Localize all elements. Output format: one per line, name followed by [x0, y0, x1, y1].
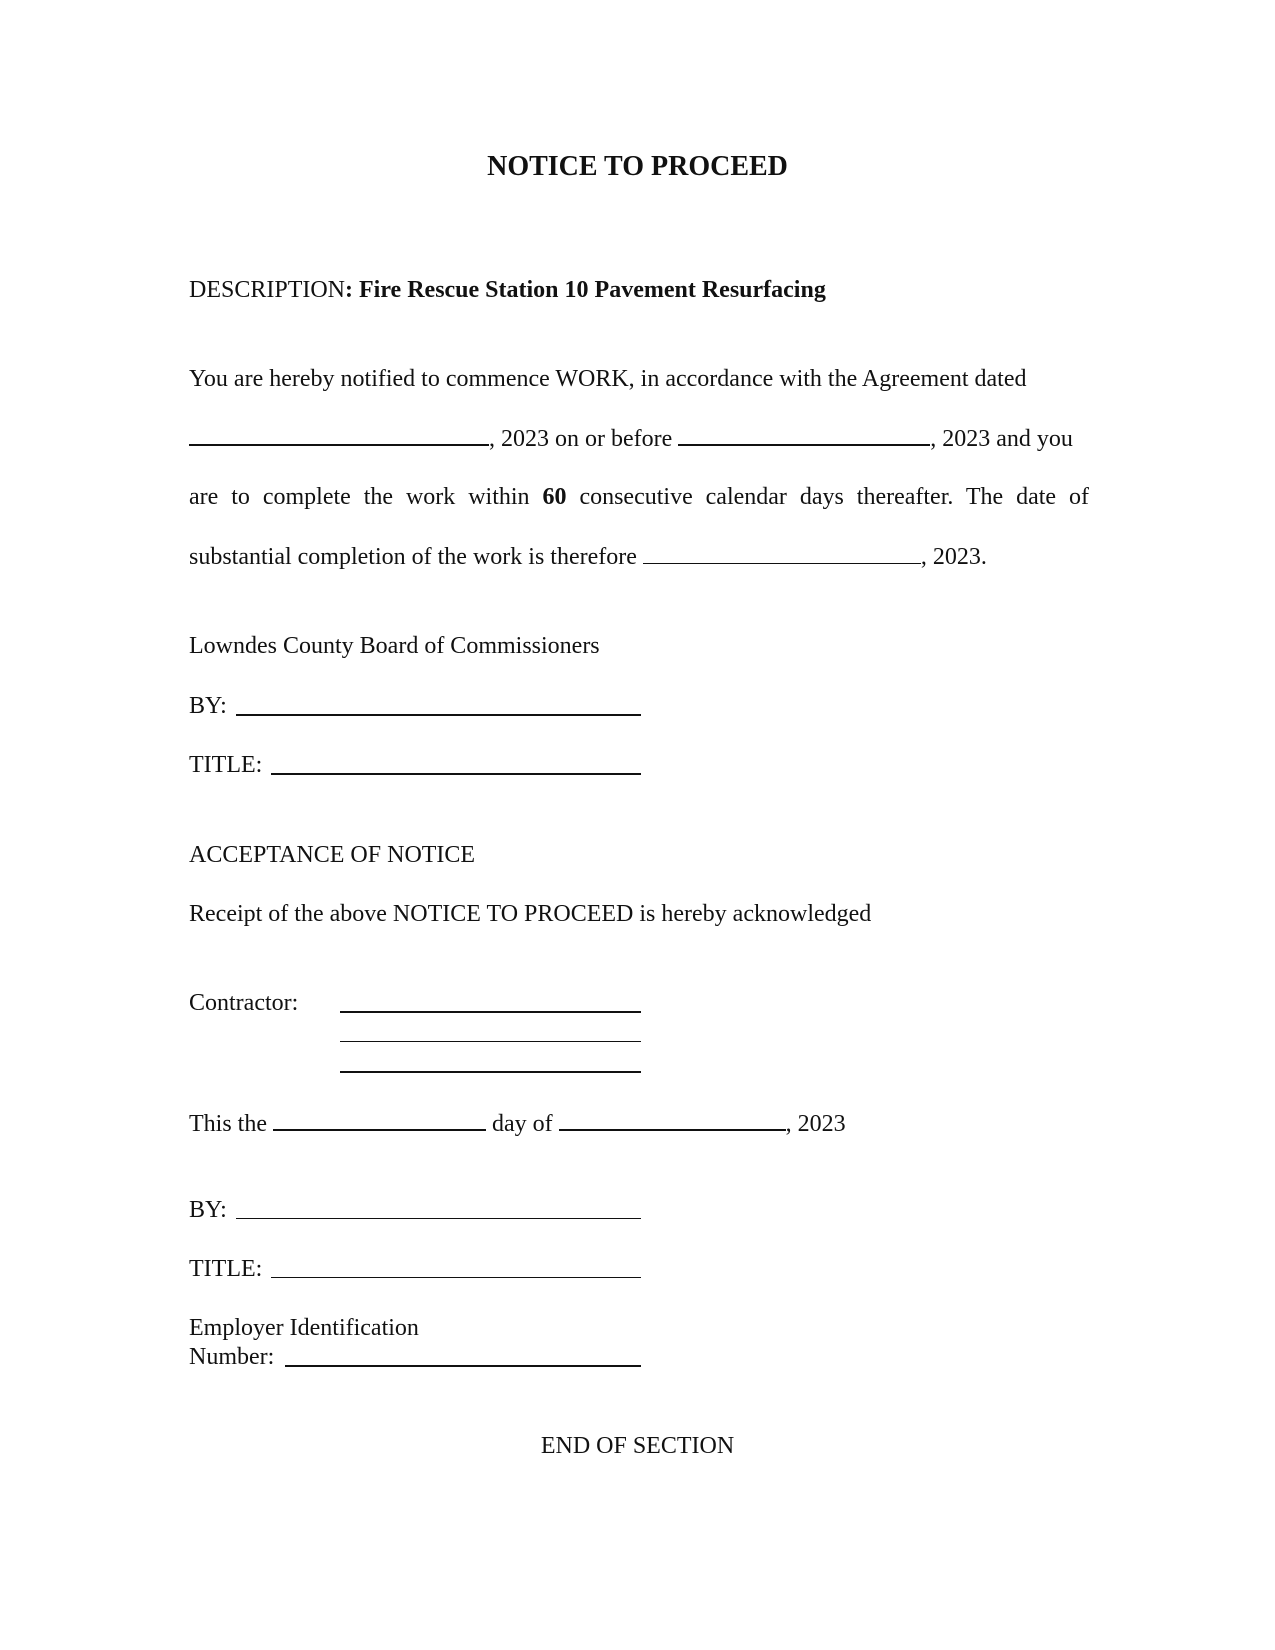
body-line-4 — [189, 541, 987, 572]
body-line-3 — [189, 482, 1089, 512]
ein-label-line-1: Employer Identification — [189, 1315, 419, 1341]
body-line-2-text-b: , 2023 and you — [930, 426, 1073, 452]
body-line-1: You are hereby notified to commence WORK, in accordance with the Agreement dated — [189, 366, 1027, 392]
body-line-4-text-b: , 2023. — [920, 544, 987, 570]
agreement-date-blank[interactable] — [189, 422, 489, 446]
description-label: DESCRIPTION — [189, 277, 346, 303]
date-text-b: day of — [492, 1111, 553, 1137]
owner-name: Lowndes County Board of Commissioners — [189, 633, 600, 659]
month-blank[interactable] — [559, 1107, 786, 1131]
ein-line[interactable] — [285, 1365, 641, 1367]
contractor-line-3[interactable] — [340, 1071, 641, 1073]
description-line — [189, 275, 826, 305]
contractor-by-label: BY: — [189, 1197, 227, 1223]
acceptance-heading: ACCEPTANCE OF NOTICE — [189, 842, 476, 868]
owner-title-label: TITLE: — [189, 752, 263, 778]
owner-by-label: BY: — [189, 693, 227, 719]
date-text-c: , 2023 — [785, 1111, 846, 1137]
commence-date-blank[interactable] — [678, 422, 930, 446]
end-of-section: END OF SECTION — [540, 1433, 735, 1459]
contractor-line-1[interactable] — [340, 1011, 641, 1013]
contractor-title-label: TITLE: — [189, 1256, 263, 1282]
owner-title-line[interactable] — [271, 773, 641, 775]
completion-date-blank[interactable] — [643, 541, 921, 564]
date-text-a: This the — [189, 1111, 267, 1137]
body-line-3-text-b: consecutive calendar days thereafter. The date of — [579, 484, 1090, 510]
calendar-days-value: 60 — [542, 484, 567, 510]
page-title: NOTICE TO PROCEED — [487, 151, 788, 182]
contractor-by-signature-line[interactable] — [236, 1218, 641, 1219]
body-line-2 — [189, 422, 1073, 454]
day-blank[interactable] — [273, 1107, 486, 1131]
body-line-2-text-a: , 2023 on or before — [489, 426, 673, 452]
receipt-text: Receipt of the above NOTICE TO PROCEED is hereby acknowledged — [189, 901, 872, 927]
description-value: : Fire Rescue Station 10 Pavement Resurfacing — [345, 277, 826, 303]
owner-by-signature-line[interactable] — [236, 714, 641, 716]
contractor-line-2[interactable] — [340, 1041, 641, 1042]
body-line-4-text-a: substantial completion of the work is therefore — [189, 544, 637, 570]
contractor-title-line[interactable] — [271, 1277, 641, 1278]
body-line-3-text-a: are to complete the work within — [189, 484, 530, 510]
ein-label-line-2: Number: — [189, 1344, 275, 1370]
contractor-label: Contractor: — [189, 990, 299, 1016]
acceptance-date-line — [189, 1107, 846, 1139]
